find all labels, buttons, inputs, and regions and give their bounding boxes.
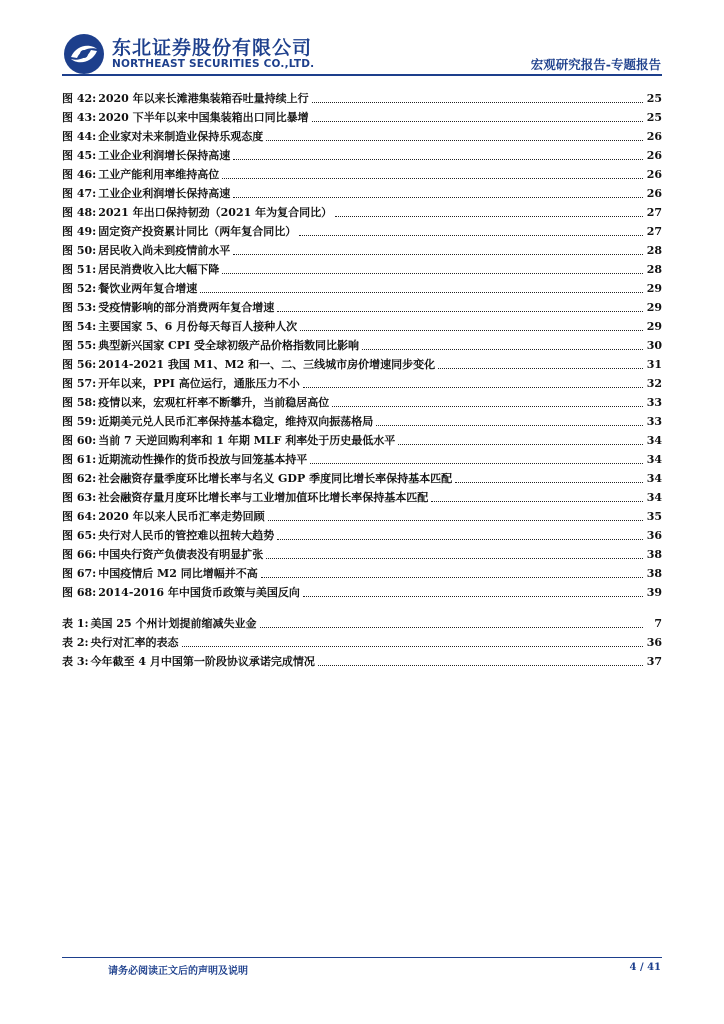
entry-label: 图 51: [62,263,97,276]
entry-page-number: 29 [646,301,662,314]
toc-entry[interactable] [62,611,662,630]
entry-label: 图 63: [62,491,97,504]
entry-label: 图 42: [62,92,97,105]
entry-title: 2014-2021 我国 M1、M2 和一、二、三线城市房价增速同步变化 [98,358,436,371]
entry-page-number: 34 [646,472,662,485]
entry-label: 图 58: [62,396,97,409]
page-header [0,0,724,80]
entry-label: 图 59: [62,415,97,428]
dot-leader [233,242,643,255]
dot-leader [303,375,643,388]
entry-page-number: 36 [646,636,662,649]
dot-leader [222,261,643,274]
entry-title: 今年截至 4 月中国第一阶段协议承诺完成情况 [90,655,315,668]
entry-label: 图 53: [62,301,97,314]
toc-entry[interactable] [62,649,662,668]
entry-page-number: 27 [646,206,662,219]
entry-title: 2014-2016 年中国货币政策与美国反向 [98,586,300,599]
entry-label: 图 65: [62,529,97,542]
entry-label: 图 48: [62,206,97,219]
entry-page-number: 39 [646,586,662,599]
entry-title: 工业企业利润增长保持高速 [98,187,231,200]
dot-leader [455,470,643,483]
entry-page-number: 29 [646,320,662,333]
entry-label: 图 66: [62,548,97,561]
entry-label: 图 44: [62,130,97,143]
toc-entry[interactable] [62,428,662,447]
dot-leader [266,546,643,559]
entry-title: 2020 下半年以来中国集装箱出口同比暴增 [98,111,309,124]
entry-label: 图 67: [62,567,97,580]
toc-entry[interactable] [62,542,662,561]
entry-title: 2021 年出口保持韧劲（2021 年为复合同比） [98,206,333,219]
toc-entry[interactable] [62,105,662,124]
report-type-label: 宏观研究报告-专题报告 [530,57,661,72]
entry-page-number: 38 [646,548,662,561]
toc-entry[interactable] [62,333,662,352]
section-gap [62,599,662,611]
entry-title: 典型新兴国家 CPI 受全球初级产品价格指数同比影响 [98,339,360,352]
dot-leader [362,337,643,350]
entry-title: 主要国家 5、6 月份每天每百人接种人次 [98,320,298,333]
entry-page-number: 25 [646,92,662,105]
entry-title: 工业企业利润增长保持高速 [98,149,231,162]
entry-page-number: 34 [646,491,662,504]
entry-label: 图 61: [62,453,97,466]
entry-page-number: 26 [646,130,662,143]
entry-page-number: 34 [646,434,662,447]
toc-entry[interactable] [62,257,662,276]
entry-title: 餐饮业两年复合增速 [98,282,198,295]
dot-leader [266,128,643,141]
toc-entry[interactable] [62,390,662,409]
entry-page-number: 25 [646,111,662,124]
footer-disclaimer: 请务必阅读正文后的声明及说明 [108,966,248,977]
entry-page-number: 26 [646,149,662,162]
entry-page-number: 38 [646,567,662,580]
toc-entry[interactable] [62,86,662,105]
entry-label: 图 50: [62,244,97,257]
entry-page-number: 31 [646,358,662,371]
dot-leader [332,394,643,407]
entry-page-number: 30 [646,339,662,352]
entry-title: 社会融资存量月度环比增长率与工业增加值环比增长率保持基本匹配 [98,491,429,504]
toc-entry[interactable] [62,352,662,371]
entry-title: 受疫情影响的部分消费两年复合增速 [98,301,275,314]
toc-entry[interactable] [62,630,662,649]
entry-label: 图 49: [62,225,97,238]
toc-entry[interactable] [62,200,662,219]
dot-leader [200,280,643,293]
entry-title: 央行对人民币的管控难以扭转大趋势 [98,529,275,542]
entry-title: 中国央行资产负债表没有明显扩张 [98,548,264,561]
page-number: 4 / 41 [629,962,661,973]
entry-title: 企业家对未来制造业保持乐观态度 [98,130,264,143]
dot-leader [222,166,643,179]
dot-leader [182,634,643,647]
toc-entry[interactable] [62,143,662,162]
entry-page-number: 32 [646,377,662,390]
entry-title: 2020 年以来人民币汇率走势回顾 [98,510,265,523]
entry-label: 图 57: [62,377,97,390]
toc-entry[interactable] [62,466,662,485]
entry-label: 表 2: [62,636,89,649]
dot-leader [335,204,643,217]
entry-label: 图 62: [62,472,97,485]
dot-leader [277,299,643,312]
entry-title: 当前 7 天逆回购利率和 1 年期 MLF 利率处于历史最低水平 [98,434,396,447]
entry-page-number: 28 [646,263,662,276]
entry-label: 图 60: [62,434,97,447]
dot-leader [376,413,643,426]
dot-leader [233,147,643,160]
entry-title: 近期流动性操作的货币投放与回笼基本持平 [98,453,308,466]
company-logo-icon [62,32,106,76]
toc-entry[interactable] [62,219,662,238]
entry-page-number: 26 [646,187,662,200]
entry-label: 图 45: [62,149,97,162]
entry-label: 图 56: [62,358,97,371]
entry-title: 美国 25 个州计划提前缩减失业金 [90,617,257,630]
company-name-en: NORTHEAST SECURITIES CO.,LTD. [112,58,315,70]
toc-entry[interactable] [62,124,662,143]
toc-entry[interactable] [62,580,662,599]
toc-entry[interactable] [62,447,662,466]
entry-page-number: 35 [646,510,662,523]
entry-label: 图 54: [62,320,97,333]
toc-entry[interactable] [62,485,662,504]
header-divider [62,74,662,76]
dot-leader [303,584,643,597]
table-of-contents [62,86,662,668]
footer-divider [62,957,662,958]
entry-page-number: 28 [646,244,662,257]
toc-entry[interactable] [62,276,662,295]
entry-label: 表 1: [62,617,89,630]
dot-leader [277,527,643,540]
entry-title: 2020 年以来长滩港集装箱吞吐量持续上行 [98,92,309,105]
entry-page-number: 27 [646,225,662,238]
entry-page-number: 33 [646,415,662,428]
entry-title: 居民消费收入比大幅下降 [98,263,220,276]
entry-page-number: 33 [646,396,662,409]
entry-label: 图 68: [62,586,97,599]
toc-entry[interactable] [62,523,662,542]
entry-label: 图 55: [62,339,97,352]
entry-title: 开年以来，PPI 高位运行，通胀压力不小 [98,377,300,390]
entry-label: 图 43: [62,111,97,124]
entry-title: 近期美元兑人民币汇率保持基本稳定，维持双向振荡格局 [98,415,374,428]
entry-title: 央行对汇率的表态 [90,636,179,649]
dot-leader [260,615,643,628]
entry-page-number: 37 [646,655,662,668]
entry-label: 图 47: [62,187,97,200]
toc-entry[interactable] [62,162,662,181]
dot-leader [310,451,643,464]
table-list [62,611,662,668]
entry-page-number: 29 [646,282,662,295]
dot-leader [398,432,643,445]
company-name-cn: 东北证券股份有限公司 [112,37,313,59]
dot-leader [318,653,643,666]
dot-leader [312,90,643,103]
dot-leader [312,109,643,122]
entry-title: 居民收入尚未到疫情前水平 [98,244,231,257]
entry-label: 图 46: [62,168,97,181]
entry-page-number: 26 [646,168,662,181]
entry-title: 社会融资存量季度环比增长率与名义 GDP 季度同比增长率保持基本匹配 [98,472,453,485]
toc-entry[interactable] [62,295,662,314]
toc-entry[interactable] [62,371,662,390]
dot-leader [268,508,643,521]
entry-title: 疫情以来，宏观杠杆率不断攀升，当前稳居高位 [98,396,330,409]
toc-entry[interactable] [62,504,662,523]
entry-title: 固定资产投资累计同比（两年复合同比） [98,225,297,238]
dot-leader [431,489,643,502]
toc-entry[interactable] [62,561,662,580]
entry-label: 图 52: [62,282,97,295]
entry-page-number: 34 [646,453,662,466]
toc-entry[interactable] [62,181,662,200]
dot-leader [261,565,643,578]
entry-title: 中国疫情后 M2 同比增幅并不高 [98,567,258,580]
dot-leader [438,356,643,369]
dot-leader [233,185,643,198]
entry-title: 工业产能利用率维持高位 [98,168,220,181]
dot-leader [299,223,643,236]
figure-list [62,86,662,599]
dot-leader [300,318,643,331]
entry-label: 图 64: [62,510,97,523]
entry-page-number: 7 [654,617,662,630]
entry-page-number: 36 [646,529,662,542]
toc-entry[interactable] [62,314,662,333]
toc-entry[interactable] [62,238,662,257]
entry-label: 表 3: [62,655,89,668]
toc-entry[interactable] [62,409,662,428]
